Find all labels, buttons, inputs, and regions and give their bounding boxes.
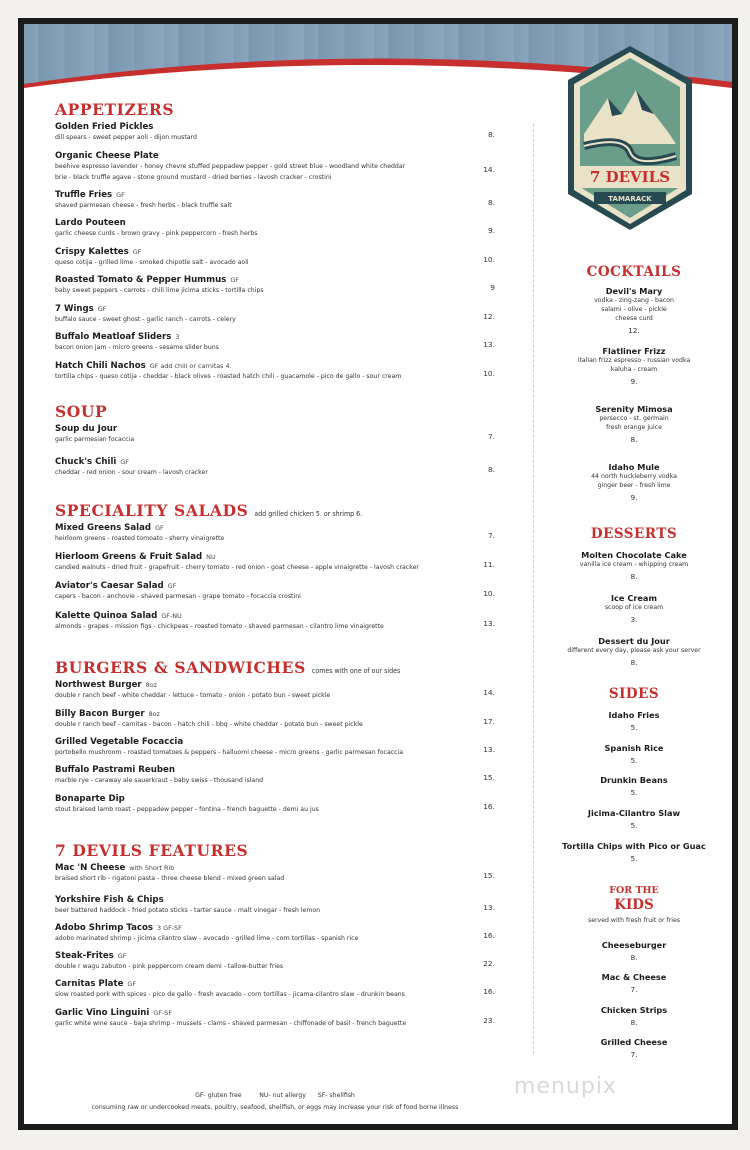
menu-item-description: buffalo sauce - sweet ghost - garlic ranch - carrots - celery — [55, 316, 236, 323]
menu-item-price: 7. — [630, 1050, 638, 1059]
appetizers-menu-item — [55, 275, 495, 296]
sides-title: SIDES — [608, 686, 660, 702]
soup-menu-item — [55, 457, 495, 478]
menu-item-description: garlic parmesian focaccia — [55, 436, 135, 443]
menu-item-tag: GF — [116, 191, 125, 199]
menu-item-tag: GF — [167, 582, 177, 590]
menu-item-price: 16. — [483, 802, 495, 811]
menu-item-description: double r wagu zabuton - pink peppercorn cream demi - tallow-butter fries — [55, 963, 284, 970]
menu-item-price: 8. — [487, 130, 495, 139]
menu-item-name: Adobo Shrimp Tacos 3 GF-SF — [55, 923, 182, 933]
column-divider — [533, 124, 534, 1054]
menu-item-name: Yorkshire Fish & Chips — [55, 895, 164, 905]
menu-item-description: double r ranch beef - carnitas - bacon - hatch chili - bbq - white cheddar - potato bun - sweet pickle — [55, 721, 363, 728]
menu-item-description: 44 north huckleberry vodka — [591, 473, 677, 480]
menu-item-price: 9. — [630, 377, 638, 386]
menu-item-name: Steak-Frites GF — [55, 951, 127, 961]
burgers-header — [55, 658, 400, 677]
menu-item-name: Molten Chocolate Cake — [581, 550, 687, 560]
menu-item-tag: NU — [206, 553, 216, 561]
menu-item-price: 5. — [630, 821, 638, 830]
menu-item-price: 7. — [630, 985, 638, 994]
appetizers-menu-item — [55, 247, 495, 268]
features-title: 7 DEVILS FEATURES — [55, 841, 249, 860]
menu-item-price: 13. — [483, 340, 495, 349]
menu-page — [24, 24, 732, 1124]
menu-item-name: Grilled Cheese — [600, 1037, 668, 1047]
menu-item-description: garlic white wine sauce - baja shrimp - mussels - clams - shaved parmesan - chiffonade of basil - french baguette — [55, 1020, 407, 1027]
menu-item-description: garlic cheese curds - brown gravy - pink peppercorn - fresh herbs — [55, 230, 258, 237]
menu-item-name: Jicima-Cilantro Slaw — [587, 808, 681, 818]
logo-location-text: TAMARACK — [608, 195, 652, 203]
appetizers-menu-item — [55, 361, 495, 382]
menu-item-price: 14. — [483, 688, 495, 697]
menu-item-price: 8. — [487, 465, 495, 474]
menu-item-description: capers - bacon - anchovie - shaved parmesan - grape tomato - focaccia crostini — [55, 593, 301, 600]
menu-item-description: candied walnuts - dried fruit - grapefruit - cherry tomato - red onion - goat cheese - apple vinaigrette - lavosh cracker — [55, 564, 419, 571]
sides-menu-item — [549, 710, 719, 732]
menu-item-tag: GF-NU — [161, 612, 182, 620]
menu-item-price: 8. — [630, 572, 638, 581]
features-menu-item — [55, 863, 495, 884]
menu-item-description: tortilla chips - queso cotija - cheddar - black olives - roasted hatch chili - guacamole - pico de gallo - sour cream — [55, 373, 402, 380]
burgers-menu-item — [55, 737, 495, 758]
menu-item-price: 10. — [483, 255, 495, 264]
menu-item-name: Hierloom Greens & Fruit Salad NU — [55, 552, 216, 562]
appetizers-menu-item — [55, 190, 495, 211]
menu-item-description: different every day, please ask your server — [567, 647, 701, 654]
menu-item-price: 13. — [483, 903, 495, 912]
menu-item-tag: GF-SF — [153, 1009, 173, 1017]
menu-item-name: Cheeseburger — [601, 940, 667, 950]
cocktails-menu-item — [549, 346, 719, 386]
menu-item-tag: with Short Rib — [129, 864, 175, 872]
kids-title-small: FOR THE — [609, 885, 659, 896]
menu-item-price: 8. — [630, 953, 638, 962]
7-devils-logo — [564, 44, 696, 236]
menu-item-description: queso cotija - grilled lime - smoked chipotle salt - avocado aoli — [55, 259, 249, 266]
menu-item-description: dill spears - sweet pepper aoli - dijon mustard — [55, 134, 197, 141]
menu-item-price: 9 — [490, 283, 495, 292]
food-safety-warning: consuming raw or undercooked meats, poultry, seafood, shellfish, or eggs may increase your risk of food borne illness — [91, 1104, 459, 1111]
menu-item-name: Aviator's Caesar Salad GF — [55, 581, 177, 591]
menu-item-price: 8. — [630, 658, 638, 667]
desserts-title: DESSERTS — [590, 526, 678, 542]
menu-item-name: Tortilla Chips with Pico or Guac — [562, 841, 706, 851]
menu-item-price: 13. — [483, 619, 495, 628]
menu-item-name: Lardo Pouteen — [55, 218, 126, 228]
menu-item-price: 22. — [483, 959, 495, 968]
menu-item-tag: 8oz — [145, 681, 158, 689]
menu-item-tag: 3 GF-SF — [157, 924, 182, 932]
menu-item-tag: GF — [120, 458, 129, 466]
menu-item-tag: GF add chili or carnitas 4. — [149, 362, 232, 370]
menu-item-name: Golden Fried Pickles — [55, 122, 154, 132]
menu-item-name: Billy Bacon Burger 8oz — [55, 709, 160, 719]
menu-item-name: Carnitas Plate GF — [55, 979, 137, 989]
kids-title-big: KIDS — [614, 897, 654, 913]
burgers-menu-item — [55, 709, 495, 730]
menu-item-description: beer battered haddock - fried potato sticks - tarter sauce - malt vinegar - fresh lemon — [55, 907, 321, 914]
sides-menu-item — [549, 743, 719, 765]
menu-item-description: salami - olive - pickle — [601, 306, 667, 313]
menu-item-name: 7 Wings GF — [55, 304, 107, 314]
menu-item-price: 14. — [483, 165, 495, 174]
menu-item-name: Flatliner Frizz — [602, 346, 666, 356]
menu-item-description: marble rye - caraway ale sauerkraut - baby swiss - thousand island — [55, 777, 264, 784]
menu-item-description: cheese curd — [615, 315, 653, 322]
menu-item-name: Dessert du Jour — [598, 636, 670, 646]
menu-item-description: beehive espresso lavender - honey chevre stuffed peppadew pepper - gold street blue - woodland white cheddar — [55, 163, 406, 170]
menu-item-description-2: brie - black truffle agave - stone ground mustard - dried berries - lavosh cracker - crostini — [55, 173, 332, 181]
menu-item-price: 7. — [487, 432, 495, 441]
features-menu-item — [55, 1008, 495, 1029]
menu-item-description: fresh orange juice — [606, 424, 662, 431]
menu-item-tag: GF — [155, 524, 164, 532]
logo-name-text: 7 DEVILS — [589, 168, 671, 186]
menu-item-description: kaluha - cream — [610, 366, 658, 373]
menu-item-name: Chuck's Chili GF — [55, 457, 129, 467]
menu-item-description: baby sweet peppers - carrots - chili lime jicima sticks - tortilla chips — [55, 287, 264, 294]
menu-item-name: Organic Cheese Plate — [55, 151, 159, 161]
cocktails-title: COCKTAILS — [586, 264, 682, 280]
menu-item-tag: GF — [127, 980, 137, 988]
menu-item-price: 10. — [483, 369, 495, 378]
menu-item-price: 9. — [630, 493, 638, 502]
desserts-menu-item — [549, 593, 719, 624]
menu-item-description: bacon onion jam - micro greens - sesame slider buns — [55, 344, 219, 351]
burgers-title: BURGERS & SANDWICHES — [55, 658, 306, 677]
kids-menu-item — [549, 1037, 719, 1059]
menu-item-name: Serenity Mimosa — [595, 404, 673, 414]
menu-item-description: braised short rib - rigatoni pasta - three cheese blend - mixed green salad — [55, 875, 285, 882]
menu-item-price: 11. — [483, 560, 495, 569]
menu-item-description: vodka - zing-zang - bacon — [594, 297, 674, 304]
sides-menu-item — [549, 841, 719, 863]
menu-item-price: 8. — [630, 435, 638, 444]
menu-item-price: 15. — [483, 871, 495, 880]
menu-item-name: Spanish Rice — [604, 743, 664, 753]
menu-item-name: Grilled Vegetable Focaccia — [55, 737, 184, 747]
sides-menu-item — [549, 808, 719, 830]
menu-item-tag: GF — [132, 248, 142, 256]
menu-item-description: heirloom greens - roasted tomoato - sherry vinaigrette — [55, 535, 225, 542]
menu-item-description: vanilla ice cream - whipping cream — [579, 561, 689, 568]
menu-item-price: 8. — [630, 1018, 638, 1027]
menu-item-price: 13. — [483, 745, 495, 754]
kids-title — [549, 884, 719, 912]
menu-item-name: Mixed Greens Salad GF — [55, 523, 164, 533]
menu-item-tag: GF — [97, 305, 107, 313]
menu-item-tag: 8oz — [148, 710, 160, 718]
kids-menu-item — [549, 940, 719, 962]
menu-item-name: Devil's Mary — [605, 286, 663, 296]
features-menu-item — [55, 923, 495, 944]
menu-item-price: 12. — [483, 312, 495, 321]
menu-item-description: slow roasted pork with spices - pico de gallo - fresh avacado - corn tortillas - jicama-cilantro slaw - drunkin beans — [55, 991, 405, 998]
cocktails-menu-item — [549, 462, 719, 502]
menu-item-description: stout braised lamb roast - peppadew pepper - fontina - french baguette - demi au jus — [55, 806, 319, 813]
appetizers-menu-item — [55, 218, 495, 239]
features-menu-item — [55, 979, 495, 1000]
appetizers-menu-item — [55, 122, 495, 143]
menu-item-description: portobello mushroom - roasted tomatoes & peppers - halluomi cheese - micro greens - garlic parmesan focaccia — [55, 749, 404, 756]
menu-item-price: 15. — [483, 773, 495, 782]
menu-item-name: Northwest Burger 8oz — [55, 680, 158, 690]
menu-item-name: Ice Cream — [611, 593, 657, 603]
menu-item-description: persecco - st. germain — [599, 415, 669, 422]
salads-menu-item — [55, 581, 495, 602]
cocktails-menu-item — [549, 404, 719, 444]
menu-item-description: italian frizz espresso - russian vodka — [577, 357, 691, 364]
menu-item-description: cheddar - red onion - sour cream - lavosh cracker — [55, 469, 208, 476]
menu-item-description: scoop of ice cream — [604, 604, 664, 611]
features-menu-item — [55, 951, 495, 972]
salads-title: SPECIALITY SALADS — [55, 501, 249, 520]
menu-item-name: Drunkin Beans — [600, 775, 668, 785]
kids-note-text: served with fresh fruit or fries — [587, 917, 681, 924]
menu-item-tag: GF — [230, 276, 239, 284]
menu-item-name: Buffalo Pastrami Reuben — [55, 765, 175, 775]
menu-item-price: 23. — [483, 1016, 495, 1025]
menu-footer — [55, 1090, 495, 1114]
kids-note — [549, 916, 719, 925]
kids-menu-item — [549, 1005, 719, 1027]
menu-item-name: Bonaparte Dip — [55, 794, 125, 804]
menu-item-description: shaved parmesan cheese - fresh herbs - black truffle salt — [55, 202, 232, 209]
salads-note: add grilled chicken 5. or shrimp 6. — [254, 510, 363, 518]
burgers-menu-item — [55, 794, 495, 815]
features-menu-item — [55, 895, 495, 916]
menu-item-name: Chicken Strips — [600, 1005, 668, 1015]
menu-item-description: ginger beer - fresh lime — [597, 482, 671, 489]
menu-item-name: Idaho Fries — [608, 710, 660, 720]
burgers-menu-item — [55, 765, 495, 786]
menu-item-price: 8. — [487, 198, 495, 207]
menu-item-price: 3. — [630, 615, 638, 624]
menu-item-name: Soup du Jour — [55, 424, 118, 434]
sides-menu-item — [549, 775, 719, 797]
menu-item-tag: 3 — [175, 333, 180, 341]
cocktails-menu-item — [549, 286, 719, 335]
burgers-menu-item — [55, 680, 495, 701]
menu-item-price: 7. — [487, 531, 495, 540]
appetizers-menu-item — [55, 332, 495, 353]
salads-menu-item — [55, 552, 495, 573]
menu-item-price: 12. — [628, 326, 640, 335]
kids-menu-item — [549, 972, 719, 994]
menu-item-name: Hatch Chili Nachos GF add chili or carnitas 4. — [55, 361, 232, 371]
menu-item-name: Garlic Vino Linguini GF-SF — [55, 1008, 173, 1018]
menu-item-name: Truffle Fries GF — [55, 190, 125, 200]
menu-item-name: Roasted Tomato & Pepper Hummus GF — [55, 275, 239, 285]
menu-item-name: Mac 'N Cheese with Short Rib — [55, 863, 175, 873]
menu-frame — [18, 18, 738, 1130]
salads-header — [55, 501, 362, 520]
menu-item-description: adobo marinated shrimp - jicima cilantro slaw - avocado - grilled lime - corn tortillas - spanish rice — [55, 935, 359, 942]
menu-item-price: 5. — [630, 723, 638, 732]
menu-item-price: 9. — [487, 226, 495, 235]
appetizers-menu-item — [55, 151, 495, 182]
menu-item-tag: GF — [117, 952, 127, 960]
appetizers-title: APPETIZERS — [55, 100, 175, 119]
menu-item-price: 16. — [483, 987, 495, 996]
appetizers-menu-item — [55, 304, 495, 325]
menu-item-name: Mac & Cheese — [601, 972, 667, 982]
menu-item-description: almonds - grapes - mission figs - chickpeas - roasted tomato - shaved parmesan - cilantro lime vinaigrette — [55, 623, 384, 630]
soup-menu-item — [55, 424, 495, 445]
menu-item-description: double r ranch beef - white cheddar - lettuce - tomato - onion - potato bun - sweet pickle — [55, 692, 331, 699]
menu-item-price: 5. — [630, 756, 638, 765]
salads-menu-item — [55, 611, 495, 632]
menupix-watermark: menupix — [514, 1074, 617, 1099]
allergy-legend: GF- gluten free NU- nut allergy SF- shellfish — [195, 1092, 355, 1099]
menu-item-name: Crispy Kalettes GF — [55, 247, 142, 257]
menu-item-price: 10. — [483, 589, 495, 598]
menu-item-name: Buffalo Meatloaf Sliders 3 — [55, 332, 180, 342]
menu-item-price: 5. — [630, 788, 638, 797]
menu-item-price: 16. — [483, 931, 495, 940]
soup-title: SOUP — [55, 402, 108, 421]
desserts-menu-item — [549, 550, 719, 581]
salads-menu-item — [55, 523, 495, 544]
desserts-menu-item — [549, 636, 719, 667]
menu-item-name: Kalette Quinoa Salad GF-NU — [55, 611, 182, 621]
burgers-note: comes with one of our sides — [311, 667, 401, 675]
menu-item-price: 17. — [483, 717, 495, 726]
menu-item-name: Idaho Mule — [608, 462, 660, 472]
menu-item-price: 5. — [630, 854, 638, 863]
